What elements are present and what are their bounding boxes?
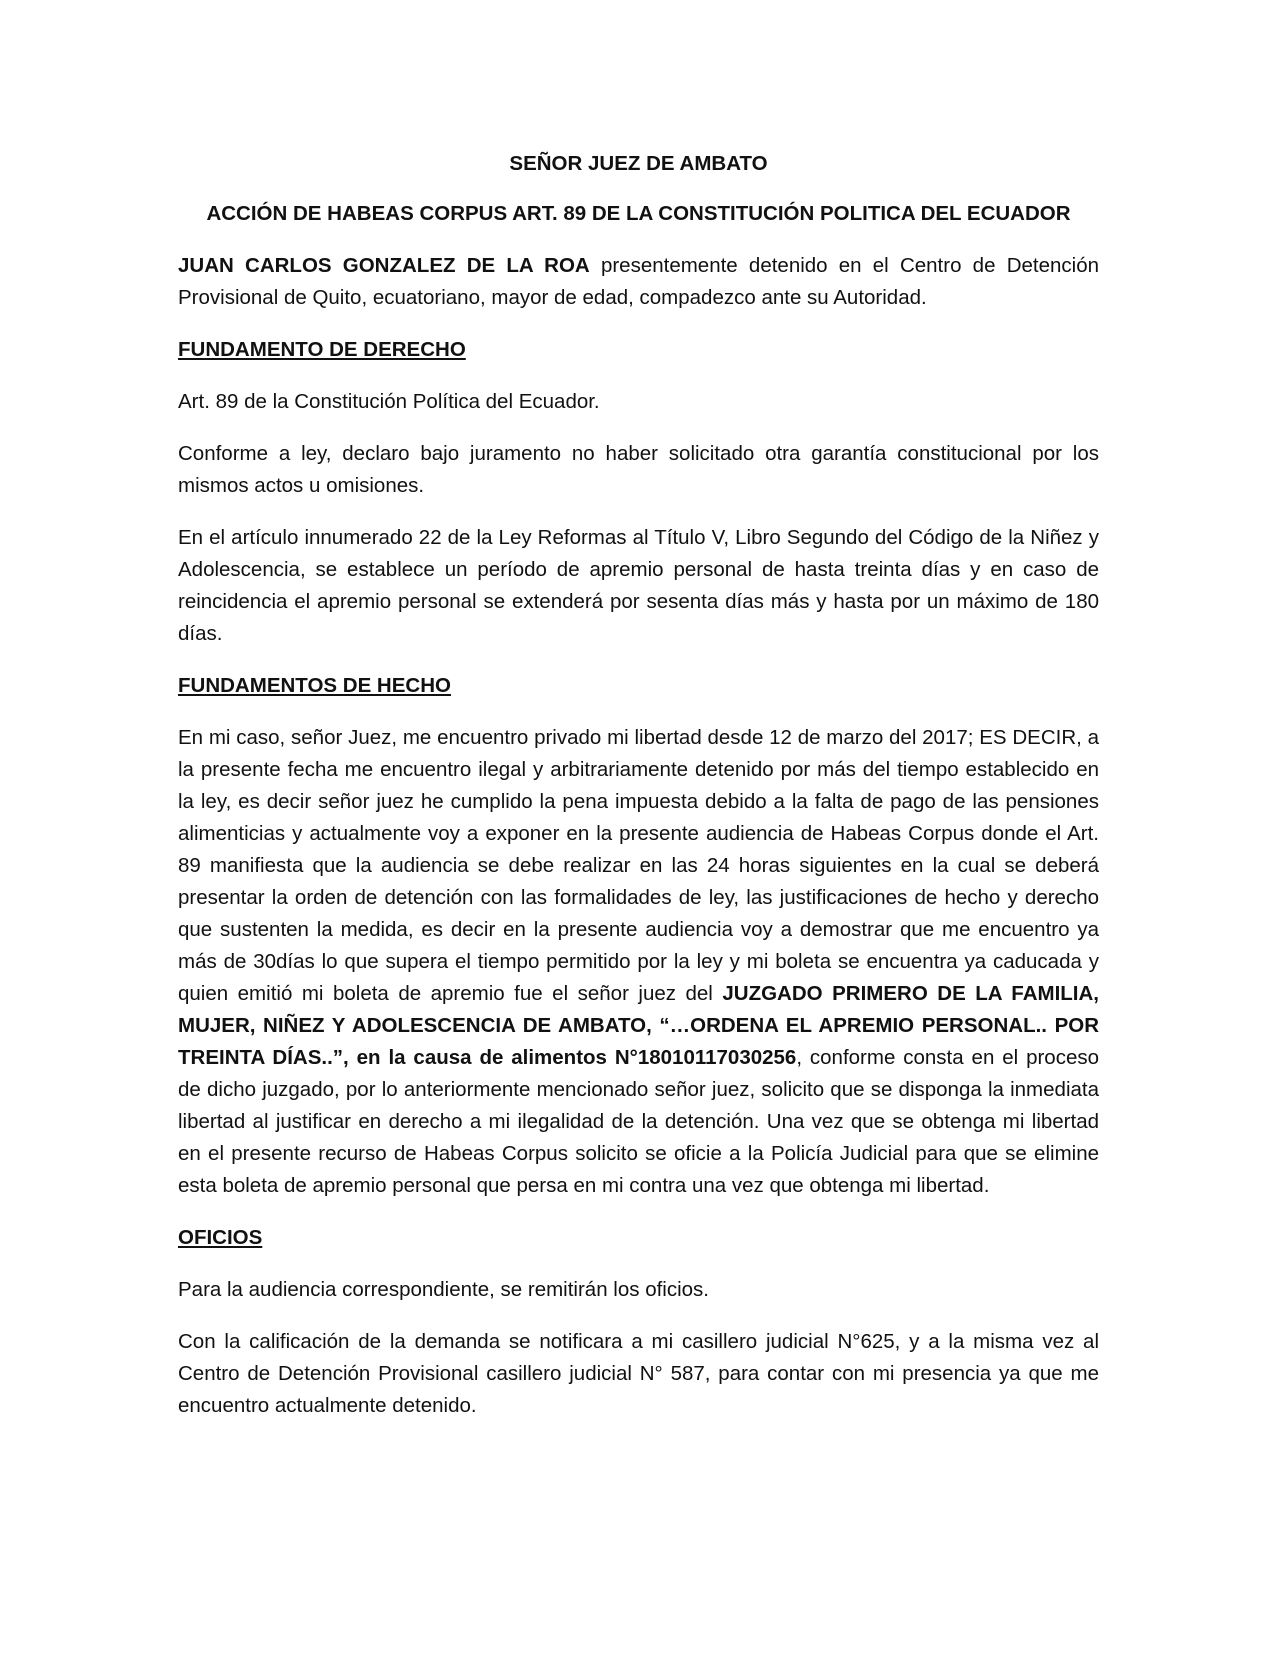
document-subtitle: ACCIÓN DE HABEAS CORPUS ART. 89 DE LA CONSTITUCIÓN POLITICA DEL ECUADOR — [206, 202, 1071, 225]
hecho-text-start: En mi caso, señor Juez, me encuentro privado mi libertad desde 12 de marzo del 2017; ES DECIR, a la presente fecha me encuentro ilegal y arbitrariamente detenido por más del tiempo establecido en la ley, es decir señor juez he cumplido la pena impuesta debido a la falta de pago de las pensiones alimenticias y actualmente voy a exponer en la presente audiencia de Habeas Corpus donde el Art. 89 manifiesta que la audiencia se debe realizar en las 24 horas siguientes en la cual se deberá presentar la orden de detención con las formalidades de ley, las justificaciones de hecho y derecho que sustenten la medida, es decir en la presente audiencia voy a demostrar que me encuentro ya más de 30días lo que supera el tiempo permitido por la ley y mi boleta se encuentra ya caducada y quien emitió mi boleta de apremio fue el señor juez del — [178, 726, 1099, 1005]
document-page — [178, 148, 1099, 1442]
hecho-text-end: , conforme consta en el proceso de dicho juzgado, por lo anteriormente mencionado señor juez, solicito que se disponga la inmediata libertad al justificar en derecho a mi ilegalidad de la detención. Una vez que se obtenga mi libertad en el presente recurso de Habeas Corpus solicito se oficie a la Policía Judicial para que se elimine esta boleta de apremio personal que persa en mi contra una vez que obtenga mi libertad. — [178, 1046, 1099, 1197]
heading-fundamento-derecho: FUNDAMENTO DE DERECHO — [178, 338, 466, 361]
oficios-paragraph-2: Con la calificación de la demanda se notificara a mi casillero judicial N°625, y a la misma vez al Centro de Detención Provisional casillero judicial N° 587, para contar con mi presencia ya que me encuentro actualmente detenido. — [178, 1330, 1099, 1417]
intro-paragraph — [178, 250, 1099, 314]
intro-text: presentemente detenido en el Centro de Detención Provisional de Quito, ecuatoriano, mayor de edad, compadezco ante su Autoridad. — [178, 254, 1100, 309]
hecho-paragraph — [178, 722, 1099, 1202]
derecho-paragraph-1: Art. 89 de la Constitución Política del Ecuador. — [178, 390, 600, 413]
heading-oficios: OFICIOS — [178, 1226, 263, 1249]
heading-fundamentos-hecho: FUNDAMENTOS DE HECHO — [178, 674, 451, 697]
document-title: SEÑOR JUEZ DE AMBATO — [509, 152, 768, 175]
hecho-text-bold: JUZGADO PRIMERO DE LA FAMILIA, MUJER, NIÑEZ Y ADOLESCENCIA DE AMBATO, “…ORDENA EL APREMIO PERSONAL.. POR TREINTA DÍAS..”, en la causa de alimentos N°18010117030256 — [178, 982, 1099, 1069]
oficios-paragraph-1: Para la audiencia correspondiente, se remitirán los oficios. — [178, 1278, 709, 1301]
derecho-paragraph-3: En el artículo innumerado 22 de la Ley Reformas al Título V, Libro Segundo del Código de la Niñez y Adolescencia, se establece un período de apremio personal de hasta treinta días y en caso de reincidencia el apremio personal se extenderá por sesenta días más y hasta por un máximo de 180 días. — [178, 526, 1099, 645]
derecho-paragraph-2: Conforme a ley, declaro bajo juramento no haber solicitado otra garantía constitucional por los mismos actos u omisiones. — [178, 442, 1099, 497]
petitioner-name: JUAN CARLOS GONZALEZ DE LA ROA — [178, 254, 590, 277]
